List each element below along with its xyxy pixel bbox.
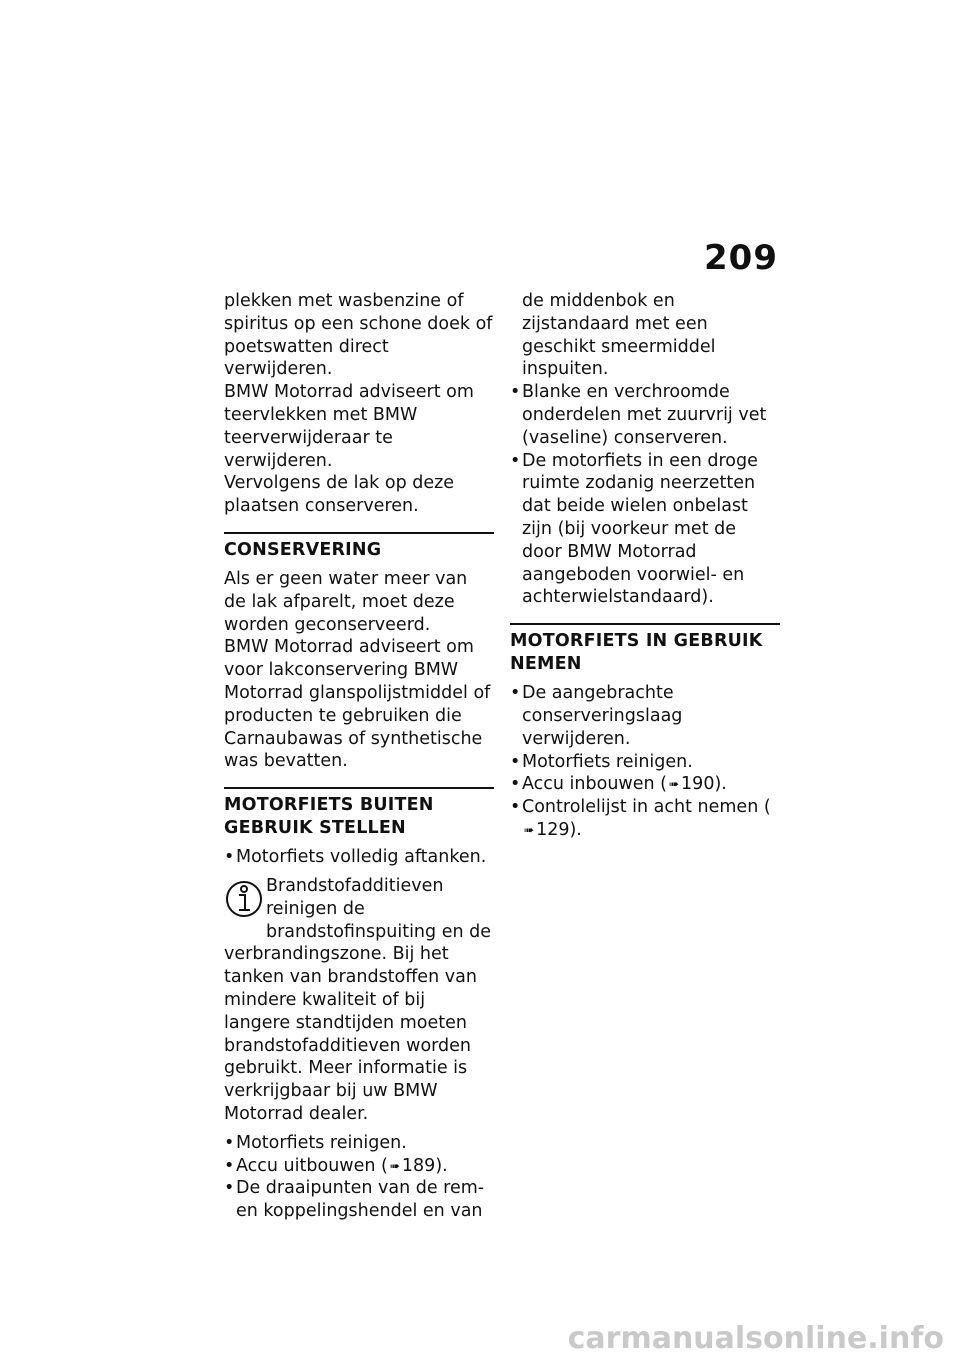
list-item-text-end: ). <box>714 774 727 795</box>
intro-paragraph-3: Vervolgens de lak op deze plaatsen conserveren. <box>224 473 455 517</box>
section-heading-buiten-gebruik: MOTORFIETS BUITEN GEBRUIK STELLEN <box>224 795 434 839</box>
list-item: • Blanke en verchroomde onderdelen met zuurvrij vet (vaseline) conserveren. <box>510 381 780 449</box>
right-column <box>510 290 780 842</box>
list-item <box>510 796 780 842</box>
intro-paragraph-2: BMW Motorrad adviseert om teervlekken met BMW teerverwijderaar te verwijderen. <box>224 382 474 471</box>
conservering-paragraph-2: BMW Motorrad adviseert om voor lakconservering BMW Motorrad glanspolijstmiddel of producten te gebruiken die Carnaubawas of synthetische was bevatten. <box>224 637 491 772</box>
watermark: carmanualsonline.info <box>567 1321 944 1356</box>
conservering-paragraph-1: Als er geen water meer van de lak afparelt, moet deze worden geconserveerd. <box>224 568 468 635</box>
intro-paragraph-1: plekken met wasbenzine of spiritus op een schone doek of poetswatten direct verwijderen. <box>224 291 493 380</box>
page-reference[interactable]: 189 <box>401 1155 436 1176</box>
continued-text: de middenbok en zijstandaard met een geschikt smeermiddel inspuiten. <box>522 291 716 380</box>
list-item: • Motorfiets volledig aftanken. <box>224 846 494 869</box>
list-item <box>510 773 780 796</box>
list-item-text: Controlelijst in acht nemen ( <box>522 797 771 818</box>
section-heading-conservering: CONSERVERING <box>224 539 382 560</box>
bullet-list <box>224 846 494 869</box>
list-item: • De motorfiets in een droge ruimte zodanig neerzetten dat beide wielen onbelast zijn (bij voorkeur met de door BMW Motorrad aangeboden voorwiel- en achterwielstandaard). <box>510 450 780 610</box>
list-item-text: Accu inbouwen ( <box>522 774 667 795</box>
list-item-text: Accu uitbouwen ( <box>236 1155 388 1176</box>
section-divider <box>510 623 780 625</box>
page-number: 209 <box>704 238 778 278</box>
bullet-list <box>510 381 780 609</box>
list-item-text-end: ). <box>569 819 582 840</box>
page-reference-arrow-icon: ➠ <box>389 1158 400 1173</box>
page-reference[interactable]: 129 <box>536 819 570 840</box>
list-item <box>224 1155 494 1178</box>
section-divider <box>224 532 494 534</box>
section-heading-in-gebruik: MOTORFIETS IN GEBRUIK NEMEN <box>510 631 763 675</box>
section-divider <box>224 787 494 789</box>
list-item: • De draaipunten van de rem- en koppelingshendel en van <box>224 1177 494 1223</box>
page-reference-arrow-icon: ➠ <box>524 822 535 837</box>
page-reference-arrow-icon: ➠ <box>668 777 680 792</box>
bullet-list <box>510 682 780 842</box>
list-item: • Motorfiets reinigen. <box>224 1132 494 1155</box>
left-column <box>224 290 494 1223</box>
note-text: Brandstofadditieven reinigen de brandstofinspuiting en de verbrandingszone. Bij het tanken van brandstoffen van mindere kwaliteit of bij langere standtijden moeten brandstofadditieven worden gebruikt. Meer informatie is verkrijgbaar bij uw BMW Motorrad dealer. <box>224 875 491 1124</box>
list-item: • De aangebrachte conserveringslaag verwijderen. <box>510 682 780 750</box>
list-item-text-end: ). <box>435 1155 448 1176</box>
page-reference[interactable]: 190 <box>681 774 715 795</box>
info-note <box>224 875 494 1126</box>
bullet-list <box>224 1132 494 1223</box>
list-item: • Motorfiets reinigen. <box>510 751 780 774</box>
info-icon <box>224 877 264 921</box>
